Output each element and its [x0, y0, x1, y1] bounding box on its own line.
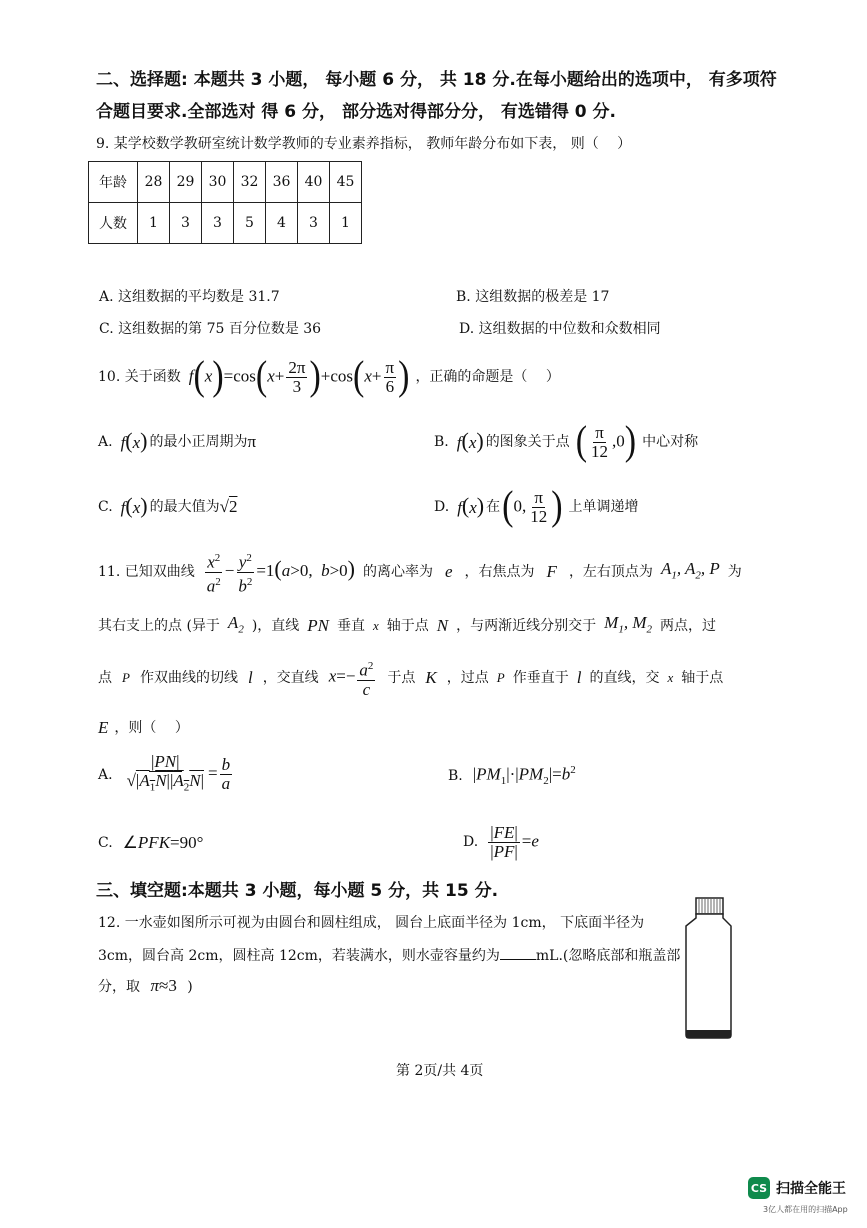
table-cell: 29: [170, 162, 202, 203]
option-label: A.: [98, 434, 113, 450]
table-cell: 年龄: [89, 162, 138, 203]
math: $\frac{|PN|}{√|A_1N||A_2N|}$ = $\frac{b}{a}$: [126, 752, 231, 794]
math: $|PM_1|\cdot|PM_2|=b^2$: [472, 764, 576, 788]
table-row: [89, 203, 362, 244]
q9-stem: 9. 某学校数学教研室统计数学教师的专业素养指标， 教师年龄分布如下表， 则（ ）: [96, 136, 632, 152]
text: 其右支上的点 (异于: [98, 618, 220, 634]
table-cell: 45: [330, 162, 362, 203]
q11-line2: [98, 614, 716, 638]
text: 轴于点: [681, 670, 724, 686]
math: P: [122, 670, 130, 685]
table-cell: 32: [234, 162, 266, 203]
q10-stem: [98, 355, 560, 399]
q11-line3: [98, 656, 723, 700]
text: ，交直线: [262, 670, 319, 686]
text: ): [187, 979, 193, 995]
option-label: B.: [448, 768, 463, 784]
math: √2: [219, 497, 238, 516]
text: ，与两渐近线分别交于: [456, 618, 597, 634]
q11-line4: [98, 716, 189, 740]
math: K: [425, 668, 437, 687]
math: x: [667, 670, 674, 685]
option-text: 的最大值为: [149, 499, 220, 515]
q9-option-a: A. 这组数据的平均数是 31.7: [99, 289, 280, 305]
table-cell: 1: [138, 203, 170, 244]
q11-option-b: [448, 763, 576, 789]
text: 的离心率为: [363, 564, 433, 580]
math: P: [496, 670, 505, 685]
q10-tail: ，正确的命题是（ ）: [415, 369, 560, 385]
table-cell: 人数: [89, 203, 138, 244]
age-table: [88, 161, 362, 244]
hyperbola-equation: $\frac{x^2}{a^2}$ − $\frac{y^2}{b^2}$ =1(a>0, b>0): [203, 549, 355, 595]
q11-option-a: [98, 748, 234, 802]
text: 为: [727, 564, 742, 580]
table-cell: 36: [266, 162, 298, 203]
math: F: [546, 562, 557, 581]
q11-option-d: [463, 818, 539, 866]
section2-line2: 合题目要求.全部选对 得 6 分， 部分选对得部分分， 有选错得 0 分.: [96, 102, 617, 122]
math: l: [576, 668, 582, 687]
math: π≈3: [150, 976, 177, 995]
math: f(x): [120, 428, 148, 453]
text: 点: [98, 670, 112, 686]
math: E: [98, 718, 109, 737]
watermark-subtitle: 3亿人都在用的扫描App: [763, 1205, 848, 1214]
text: 两点，过: [659, 618, 716, 634]
camscanner-watermark: [748, 1177, 846, 1199]
option-label: A.: [98, 767, 113, 783]
table-cell: 5: [234, 203, 266, 244]
option-label: B.: [434, 434, 449, 450]
q10-option-b: [434, 420, 698, 464]
q10-option-d: [434, 485, 639, 529]
q9-option-d: D. 这组数据的中位数和众数相同: [459, 321, 661, 337]
text: 分，取: [98, 979, 140, 995]
table-cell: 3: [298, 203, 330, 244]
option-text: 的图象关于点: [485, 434, 570, 450]
text: ，左右顶点为: [568, 564, 653, 580]
math: $A_1$, $A_2$, P: [660, 558, 720, 582]
math: l: [247, 668, 253, 687]
q9-option-b: B. 这组数据的极差是 17: [456, 289, 610, 305]
table-cell: 28: [138, 162, 170, 203]
math: e: [445, 562, 453, 581]
math: f(x): [456, 428, 484, 453]
table-cell: 30: [202, 162, 234, 203]
section2-line1: 二、选择题: 本题共 3 小题， 每小题 6 分， 共 18 分.在每小题给出的选项中， 有多项符: [96, 70, 777, 90]
q10-option-c: [98, 493, 237, 521]
math: $\frac{|FE|}{|PF|}$ =e: [490, 822, 539, 861]
text: 3cm，圆台高 2cm，圆柱高 12cm，若装满水，则水壶容量约为: [98, 948, 500, 964]
text: 11. 已知双曲线: [98, 564, 195, 580]
text: mL.(忽略底部和瓶盖部: [535, 948, 681, 964]
math: PN: [307, 616, 330, 635]
option-text: 上单调递增: [568, 499, 639, 515]
math: x: [373, 618, 379, 633]
q12-line2: [98, 945, 680, 965]
option-label: D.: [463, 834, 479, 850]
text: 垂直: [337, 618, 366, 634]
table-cell: 3: [170, 203, 202, 244]
math: ∠PFK=90°: [122, 833, 204, 852]
math: x=− $\frac{a^2}{c}$: [329, 657, 378, 699]
math: (0, $\frac{\pi}{12}$ ): [502, 484, 563, 529]
table-row: [89, 162, 362, 203]
text: 的直线，交: [589, 670, 660, 686]
text: )，直线: [251, 618, 300, 634]
text: 轴于点: [386, 618, 429, 634]
q11-line1: [98, 550, 742, 594]
q10-formula: f(x)=cos(x+ $\frac{2\pi}{3}$ )+cos(x+ $\frac{\pi}{6}$ ): [188, 354, 410, 399]
q11-option-c: [98, 831, 203, 855]
text: ，右焦点为: [464, 564, 535, 580]
option-text: 中心对称: [642, 434, 699, 450]
answer-blank: [500, 945, 536, 960]
option-text: 的最小正周期为: [149, 434, 248, 450]
math: N: [436, 616, 449, 635]
math: $M_1$, $M_2$: [604, 612, 652, 636]
text: 于点: [387, 670, 416, 686]
q10-num: 10. 关于函数: [98, 369, 181, 385]
text: ，则（ ）: [114, 720, 189, 736]
math: $A_2$: [227, 612, 244, 636]
section3-title: 三、填空题:本题共 3 小题，每小题 5 分，共 15 分.: [96, 881, 499, 901]
math: f(x): [120, 493, 148, 518]
option-text: 在: [486, 499, 501, 515]
watermark-name: 扫描全能王: [776, 1181, 846, 1197]
table-cell: 3: [202, 203, 234, 244]
text: ，过点: [446, 670, 489, 686]
camscanner-logo-icon: CS: [748, 1177, 770, 1199]
math: π: [247, 432, 257, 451]
math: f(x): [457, 493, 485, 518]
page-number: 第 2页/共 4页: [396, 1063, 484, 1079]
q12-line1: 12. 一水壶如图所示可视为由圆台和圆柱组成， 圆台上底面半径为 1cm， 下底面半径为: [98, 915, 645, 931]
table-cell: 1: [330, 203, 362, 244]
table-cell: 40: [298, 162, 330, 203]
option-label: C.: [98, 835, 113, 851]
text: 作垂直于: [512, 670, 569, 686]
q9-option-c: C. 这组数据的第 75 百分位数是 36: [99, 321, 322, 337]
q10-option-a: [98, 428, 256, 456]
math: ( $\frac{\pi}{12}$ ,0): [575, 419, 637, 464]
water-bottle-figure: [676, 892, 742, 1042]
q12-line3: [98, 977, 193, 996]
option-label: D.: [434, 499, 450, 515]
option-label: C.: [98, 499, 113, 515]
text: 作双曲线的切线: [139, 670, 238, 686]
table-cell: 4: [266, 203, 298, 244]
